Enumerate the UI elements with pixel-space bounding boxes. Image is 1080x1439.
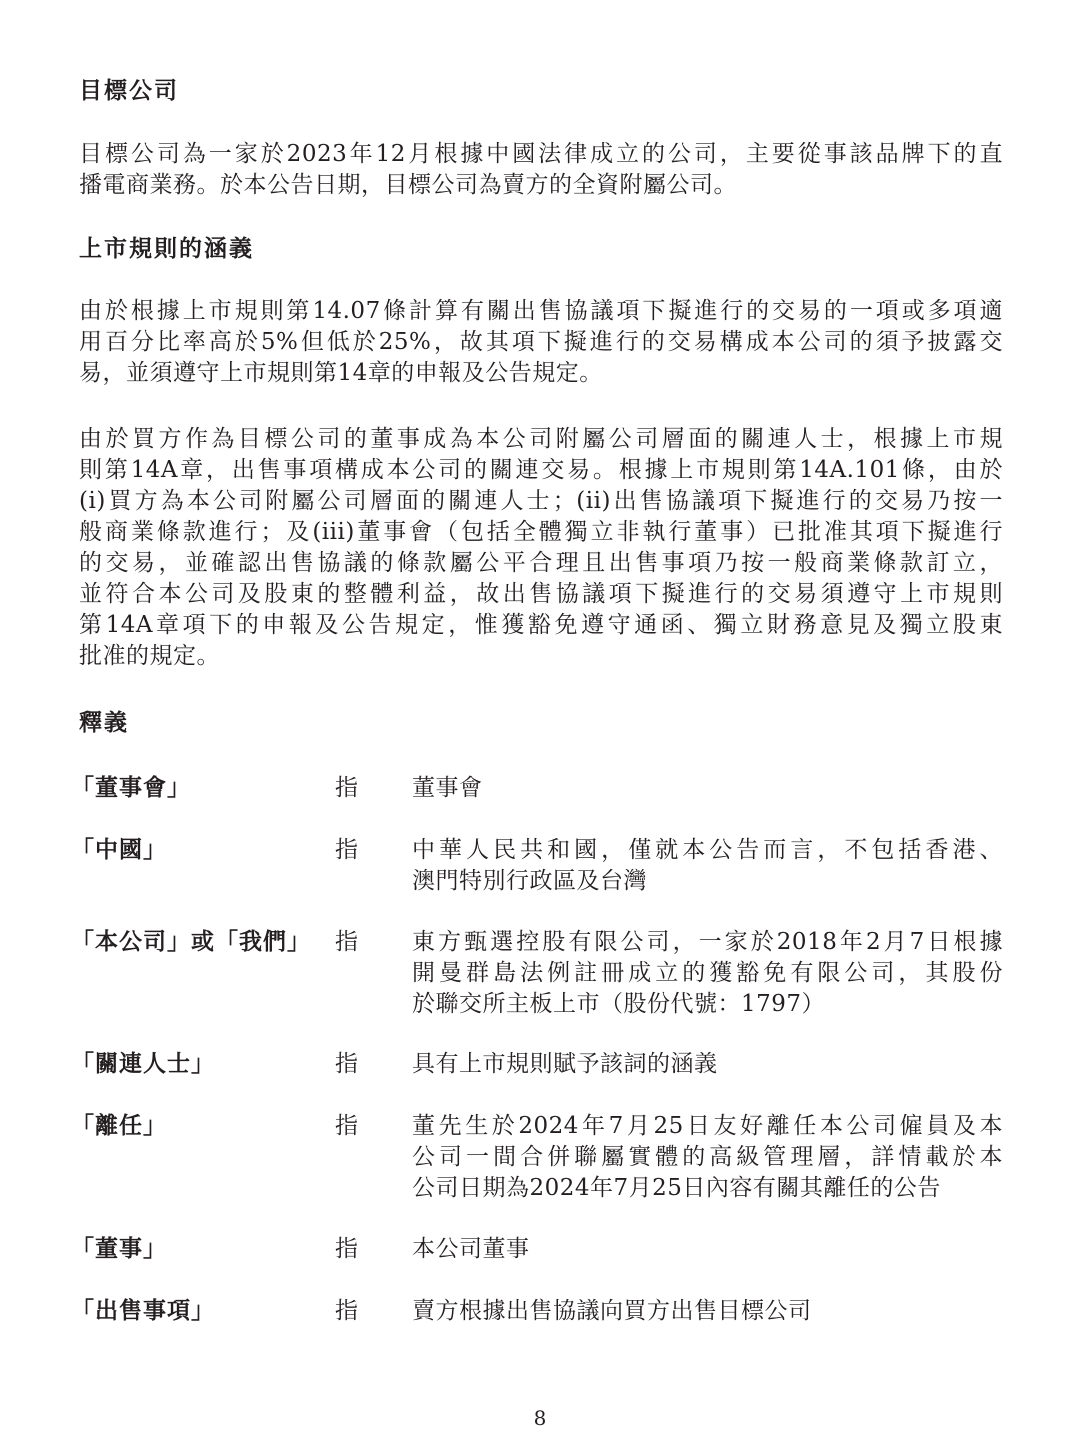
text-line: 董先生於2024年7月25日友好離任本公司僱員及本 <box>412 1113 1003 1139</box>
definition-term: 「董事會」 <box>71 775 191 801</box>
definition-text <box>412 1049 1003 1080</box>
definition-term: 「關連人士」 <box>71 1051 215 1077</box>
definition-means: 指 <box>335 929 358 955</box>
text-line: 用百分比率高於5%但低於25%，故其項下擬進行的交易構成本公司的須予披露交 <box>79 329 1003 355</box>
definition-term: 「本公司」或「我們」 <box>71 929 311 955</box>
definition-row-china <box>71 835 1003 935</box>
definition-means: 指 <box>335 1113 358 1139</box>
text-line: 具有上市規則賦予該詞的涵義 <box>412 1051 718 1077</box>
definition-text <box>412 927 1003 1020</box>
text-line: 董事會 <box>412 775 483 801</box>
text-line: 易，並須遵守上市規則第14章的申報及公告規定。 <box>79 360 603 386</box>
definition-text <box>412 773 1003 804</box>
definition-text <box>412 1111 1003 1204</box>
text-line: 批准的規定。 <box>79 643 220 669</box>
definition-row-disposal <box>71 1296 1003 1396</box>
definition-means: 指 <box>335 837 358 863</box>
paragraph-listing-rules-1 <box>79 296 1003 389</box>
definition-row-departure <box>71 1111 1003 1211</box>
definition-text <box>412 835 1003 897</box>
text-line: 澳門特別行政區及台灣 <box>412 868 647 894</box>
text-line: 第14A章項下的申報及公告規定，惟獲豁免遵守通函、獨立財務意見及獨立股東 <box>79 612 1003 638</box>
page-number: 8 <box>533 1406 547 1430</box>
text-line: 般商業條款進行；及(iii)董事會（包括全體獨立非執行董事）已批准其項下擬進行 <box>79 519 1003 545</box>
definition-term: 「中國」 <box>71 837 167 863</box>
text-line: 東方甄選控股有限公司，一家於2018年2月7日根據 <box>412 929 1003 955</box>
definition-text <box>412 1234 1003 1265</box>
paragraph-target-company <box>79 139 1003 201</box>
section-heading-definitions: 釋義 <box>79 710 129 736</box>
text-line: 目標公司為一家於2023年12月根據中國法律成立的公司，主要從事該品牌下的直 <box>79 141 1003 167</box>
paragraph-listing-rules-2 <box>79 424 1003 672</box>
definition-means: 指 <box>335 1051 358 1077</box>
definition-means: 指 <box>335 1236 358 1262</box>
text-line: 賣方根據出售協議向買方出售目標公司 <box>412 1298 812 1324</box>
definition-row-company <box>71 927 1003 1027</box>
definition-term: 「出售事項」 <box>71 1298 215 1324</box>
text-line: 播電商業務。於本公告日期，目標公司為賣方的全資附屬公司。 <box>79 172 737 198</box>
text-line: 本公司董事 <box>412 1236 530 1262</box>
text-line: 由於根據上市規則第14.07條計算有關出售協議項下擬進行的交易的一項或多項適 <box>79 298 1003 324</box>
definition-means: 指 <box>335 1298 358 1324</box>
text-line: 的交易，並確認出售協議的條款屬公平合理且出售事項乃按一般商業條款訂立， <box>79 550 1003 576</box>
text-line: 中華人民共和國，僅就本公告而言，不包括香港、 <box>412 837 1003 863</box>
text-line: 並符合本公司及股東的整體利益，故出售協議項下擬進行的交易須遵守上市規則 <box>79 581 1003 607</box>
text-line: 則第14A章，出售事項構成本公司的關連交易。根據上市規則第14A.101條，由於 <box>79 457 1003 483</box>
section-heading-target-company: 目標公司 <box>79 78 179 104</box>
text-line: (i)買方為本公司附屬公司層面的關連人士；(ii)出售協議項下擬進行的交易乃按一 <box>79 488 1003 514</box>
definition-term: 「離任」 <box>71 1113 167 1139</box>
definition-term: 「董事」 <box>71 1236 167 1262</box>
text-line: 由於買方作為目標公司的董事成為本公司附屬公司層面的關連人士，根據上市規 <box>79 426 1003 452</box>
text-line: 公司一間合併聯屬實體的高級管理層，詳情載於本 <box>412 1144 1003 1170</box>
text-line: 公司日期為2024年7月25日內容有關其離任的公告 <box>412 1175 941 1201</box>
text-line: 於聯交所主板上市（股份代號：1797） <box>412 991 826 1017</box>
text-line: 開曼群島法例註冊成立的獲豁免有限公司，其股份 <box>412 960 1003 986</box>
definition-text <box>412 1296 1003 1327</box>
definition-means: 指 <box>335 775 358 801</box>
section-heading-listing-rules: 上市規則的涵義 <box>79 236 254 262</box>
